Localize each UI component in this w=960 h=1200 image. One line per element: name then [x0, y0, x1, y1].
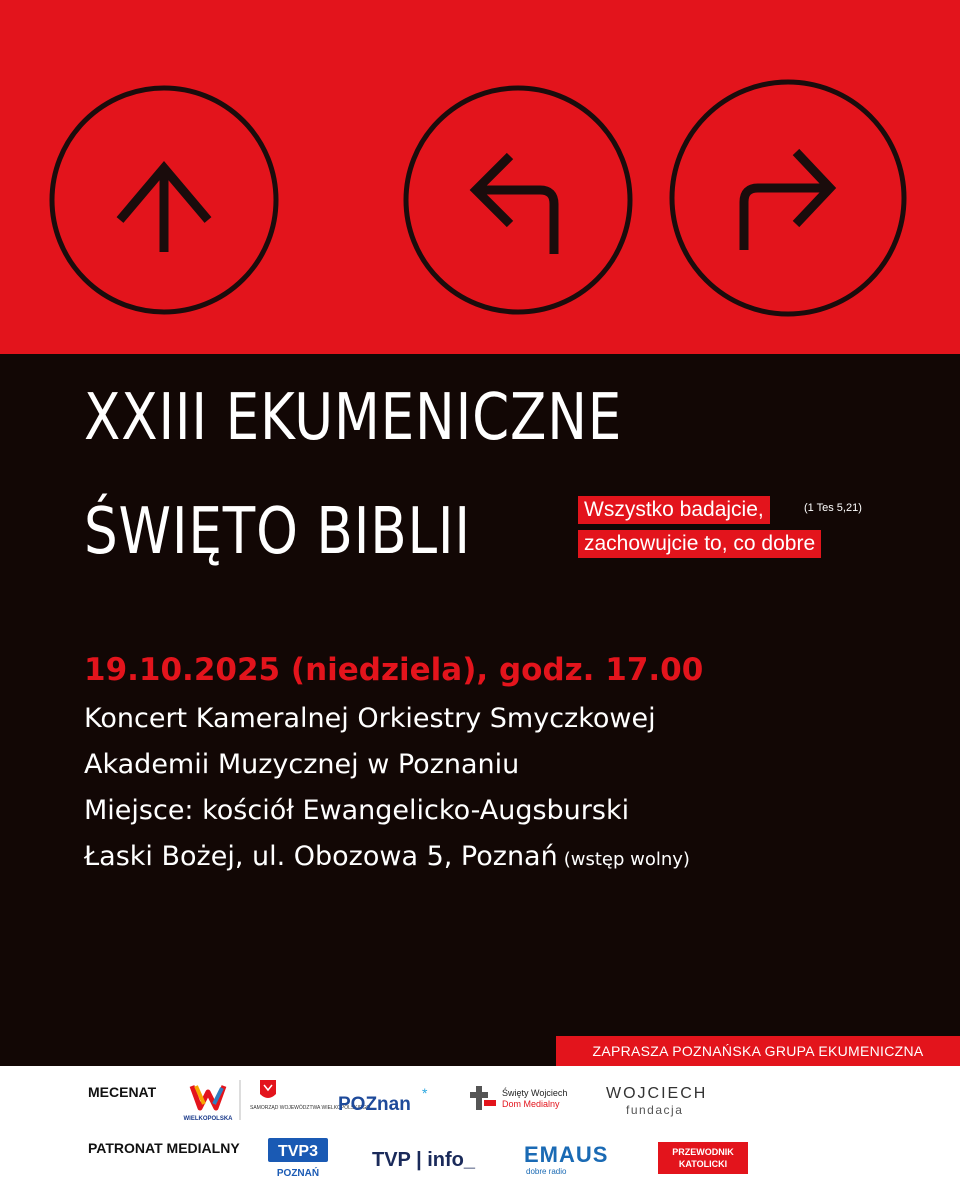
quote-reference: (1 Tes 5,21) — [804, 502, 862, 514]
katolicki-text: KATOLICKI — [678, 1159, 728, 1169]
header-icons — [0, 0, 960, 354]
title-line-1: XXIII EKUMENICZNE — [84, 381, 623, 455]
wielkopolska-text: WIELKOPOLSKA — [183, 1116, 233, 1122]
event-date: 19.10.2025 (niedziela), godz. 17.00 — [84, 652, 704, 688]
mecenat-label: MECENAT — [88, 1084, 157, 1100]
sponsors-section — [0, 1066, 960, 1200]
fundacja-wojciech-logo — [604, 1080, 714, 1120]
poznan-text: POZnan — [338, 1094, 411, 1115]
event-line-1: Koncert Kameralnej Orkiestry Smyczkowej — [84, 703, 656, 734]
samorzad-text: SAMORZĄD WOJEWÓDZTWA WIELKOPOLSKIEGO — [250, 1105, 371, 1111]
event-address: Łaski Bożej, ul. Obozowa 5, Poznań — [84, 841, 558, 872]
emaus-sub-text: dobre radio — [526, 1167, 567, 1176]
poznan-star-icon: * — [422, 1085, 428, 1101]
patronat-label: PATRONAT MEDIALNY — [88, 1140, 240, 1156]
event-line-2: Akademii Muzycznej w Poznaniu — [84, 749, 520, 780]
poznan-logo — [338, 1086, 438, 1116]
event-line-3: Miejsce: kościół Ewangelicko-Augsburski — [84, 795, 630, 826]
dom-medialny-text: Dom Medialny — [502, 1099, 560, 1109]
event-line-4 — [84, 841, 690, 872]
quote-line-2: zachowujcie to, co dobre — [578, 530, 821, 558]
przewodnik-text: PRZEWODNIK — [672, 1147, 734, 1157]
wojciech-text: WOJCIECH — [606, 1085, 708, 1102]
tvp3-city-text: POZNAŃ — [276, 1168, 320, 1179]
tvp3-text: TVP3 — [277, 1143, 319, 1160]
przewodnik-katolicki-logo — [658, 1142, 748, 1174]
tvp-info-text: TVP | info_ — [372, 1149, 476, 1171]
entry-note: (wstęp wolny) — [563, 849, 690, 870]
turn-left-icon — [406, 88, 630, 312]
emaus-text: EMAUS — [524, 1142, 609, 1167]
tvp3-poznan-logo — [268, 1138, 332, 1182]
title-line-2: ŚWIĘTO BIBLII — [84, 495, 471, 569]
tvp-info-logo — [372, 1144, 492, 1174]
header-banner — [0, 0, 960, 354]
fundacja-text: fundacja — [626, 1103, 684, 1117]
swiety-wojciech-text: Święty Wojciech — [502, 1088, 568, 1098]
invitation-bar: ZAPRASZA POZNAŃSKA GRUPA EKUMENICZNA — [556, 1036, 960, 1066]
swiety-wojciech-logo — [470, 1080, 580, 1116]
emaus-logo — [524, 1140, 628, 1176]
arrow-up-icon — [52, 88, 276, 312]
wielkopolska-logo — [183, 1078, 371, 1122]
quote-line-1: Wszystko badajcie, — [578, 496, 770, 524]
turn-right-icon — [672, 82, 904, 314]
